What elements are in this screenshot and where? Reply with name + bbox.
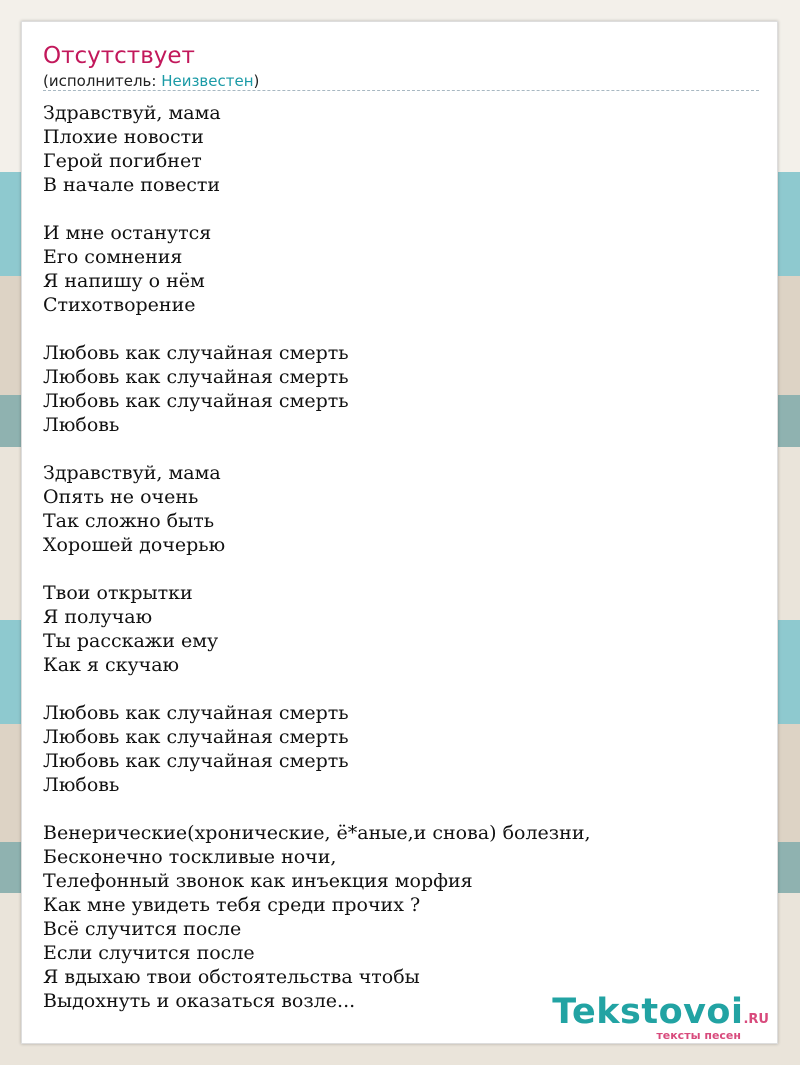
artist-line	[43, 71, 259, 91]
artist-link[interactable]: Неизвестен	[161, 72, 254, 90]
lyric-line: Твои открытки	[43, 582, 193, 604]
logo-main-text: Tekstovoi	[552, 992, 744, 1032]
lyric-line: Так сложно быть	[43, 510, 215, 532]
lyric-line: Как мне увидеть тебя среди прочих ?	[43, 894, 421, 916]
lyric-line	[43, 677, 759, 701]
lyric-line: Хорошей дочерью	[43, 534, 226, 556]
logo-tagline: тексты песен	[656, 1029, 741, 1042]
lyric-line	[43, 797, 759, 821]
lyric-line: И мне останутся	[43, 222, 212, 244]
lyric-line: Его сомнения	[43, 246, 183, 268]
lyric-line: Ты расскажи ему	[43, 630, 219, 652]
dashed-divider	[43, 90, 759, 91]
lyric-line: Плохие новости	[43, 126, 204, 148]
lyrics-card	[21, 21, 778, 1044]
lyric-line: Здравствуй, мама	[43, 102, 221, 124]
lyrics-text	[43, 101, 759, 1013]
lyric-line	[43, 437, 759, 461]
lyric-line: Телефонный звонок как инъекция морфия	[43, 870, 473, 892]
lyric-line: Выдохнуть и оказаться возле...	[43, 990, 356, 1012]
lyric-line: Герой погибнет	[43, 150, 202, 172]
lyric-line: Стихотворение	[43, 294, 196, 316]
lyric-line: Любовь как случайная смерть	[43, 702, 349, 724]
song-title: Отсутствует	[43, 43, 195, 69]
lyric-line: Если случится после	[43, 942, 255, 964]
lyric-line: Я получаю	[43, 606, 153, 628]
lyric-line: Любовь как случайная смерть	[43, 342, 349, 364]
artist-suffix: )	[253, 72, 260, 90]
lyric-line: Любовь как случайная смерть	[43, 750, 349, 772]
lyric-line: В начале повести	[43, 174, 221, 196]
lyric-line	[43, 197, 759, 221]
artist-prefix: (исполнитель:	[43, 72, 162, 90]
logo-suffix: .RU	[743, 1012, 769, 1027]
lyric-line	[43, 317, 759, 341]
lyric-line: Любовь как случайная смерть	[43, 726, 349, 748]
lyric-line: Как я скучаю	[43, 654, 180, 676]
lyric-line: Здравствуй, мама	[43, 462, 221, 484]
lyric-line: Любовь	[43, 774, 120, 796]
lyric-line	[43, 557, 759, 581]
lyric-line: Бесконечно тоскливые ночи,	[43, 846, 337, 868]
lyric-line: Любовь как случайная смерть	[43, 366, 349, 388]
lyric-line: Венерические(хронические, ё*аные,и снова) болезни,	[43, 822, 591, 844]
lyric-line: Я напишу о нём	[43, 270, 205, 292]
lyric-line: Любовь как случайная смерть	[43, 390, 349, 412]
logo-wordmark	[552, 994, 769, 1030]
lyric-line: Любовь	[43, 414, 120, 436]
lyric-line: Опять не очень	[43, 486, 199, 508]
lyric-line: Всё случится после	[43, 918, 242, 940]
site-logo[interactable]	[552, 994, 769, 1041]
lyric-line: Я вдыхаю твои обстоятельства чтобы	[43, 966, 420, 988]
